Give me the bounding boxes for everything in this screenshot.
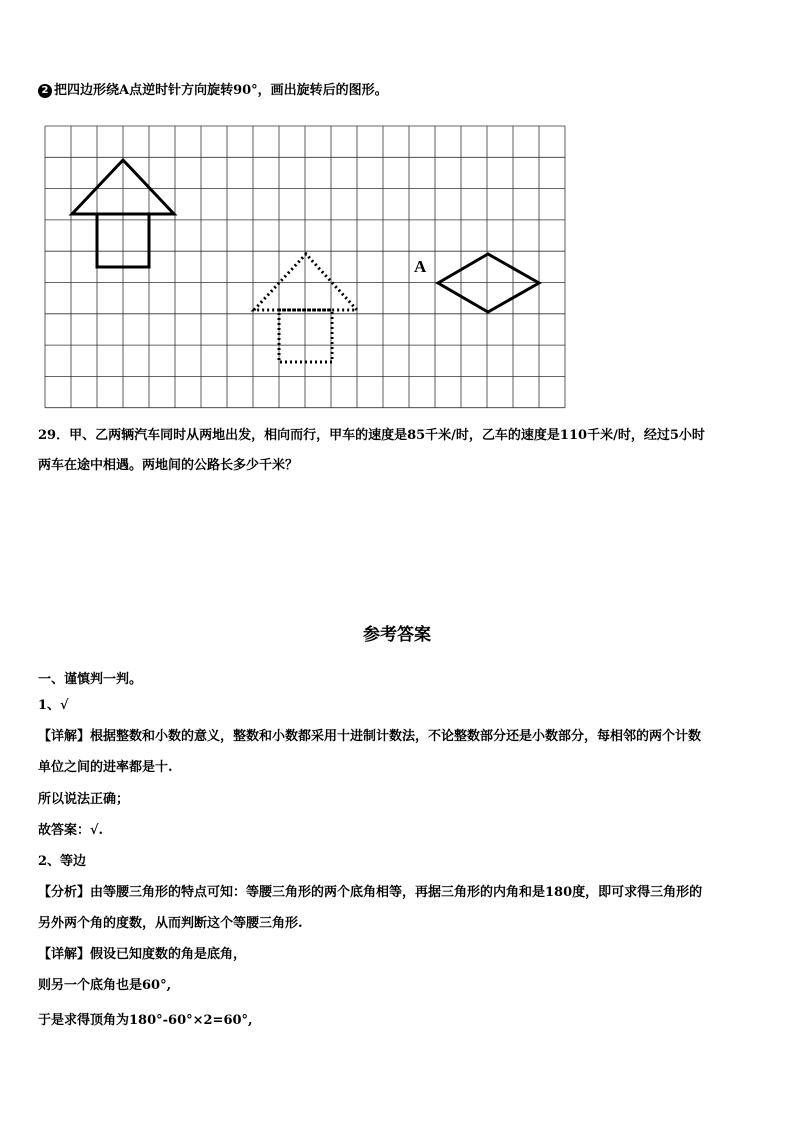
question-29-line-1: 29．甲、乙两辆汽车同时从两地出发，相向而行，甲车的速度是85千米/时，乙车的速度是110千米/时，经过5小时	[38, 428, 705, 443]
circled-number-marker: 2	[38, 84, 52, 98]
grid-figure	[0, 110, 794, 440]
answers-title: 参考答案	[363, 625, 431, 645]
dotted-triangle	[254, 254, 357, 310]
answer-1-detail-line-2: 单位之间的进率都是十.	[38, 760, 173, 775]
answer-1-conclusion: 所以说法正确；	[38, 792, 130, 807]
answer-2-analysis-line-1: 【分析】由等腰三角形的特点可知：等腰三角形的两个底角相等，再据三角形的内角和是180度，即可求得三角形的	[38, 885, 703, 900]
question-28-text: 把四边形绕A点逆时针方向旋转90°，画出旋转后的图形。	[54, 83, 388, 98]
question-29-line-2: 两车在途中相遇。两地间的公路长多少千米？	[38, 458, 299, 473]
answer-2-step-2: 于是求得顶角为180°-60°×2=60°,	[38, 1013, 253, 1028]
point-a-label: A	[414, 257, 427, 276]
section-1-heading: 一、谨慎判一判。	[38, 672, 143, 687]
question-28-part-2	[38, 83, 388, 99]
rhombus-shape	[438, 254, 539, 312]
answer-1-number: 1、√	[38, 698, 69, 713]
answer-2-step-1: 则另一个底角也是60°,	[38, 978, 172, 993]
answer-2-detail: 【详解】假设已知度数的角是底角，	[38, 947, 247, 962]
answer-2-number: 2、等边	[38, 854, 87, 869]
answer-1-detail-line-1: 【详解】根据整数和小数的意义，整数和小数都采用十进制计数法，不论整数部分还是小数部分，每相邻的两个计数	[38, 729, 702, 744]
answer-2-analysis-line-2: 另外两个角的度数，从而判断这个等腰三角形.	[38, 916, 303, 931]
answer-1-final: 故答案：√.	[38, 823, 104, 838]
dotted-square	[279, 310, 332, 362]
dotted-arrow-shape	[254, 254, 357, 362]
